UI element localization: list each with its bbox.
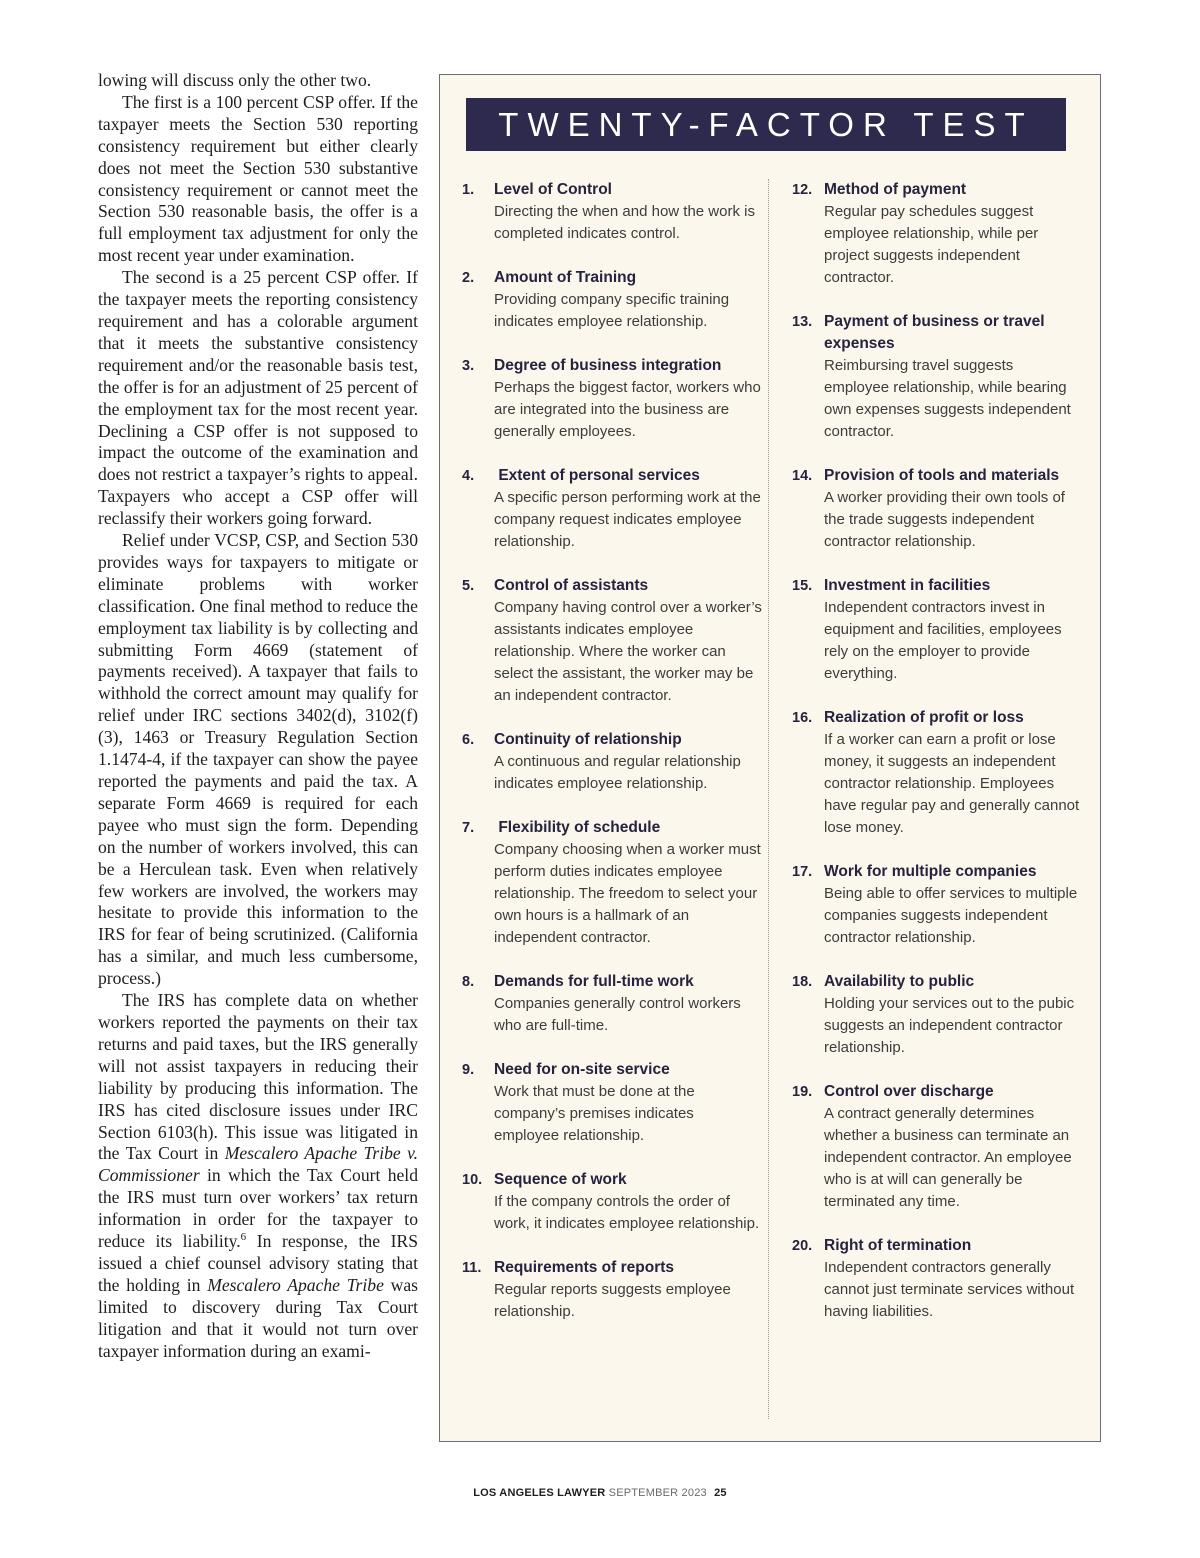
article-text: The IRS has complete data on whether workers reported the payments on their tax returns and paid taxes, but the IRS generally will not assist taxpayers in reducing their liability by producing this information. The IRS has cited disclosure issues under IRC Section 6103(h). This issue was litigated in the Tax Court in <box>98 990 418 1164</box>
issue-date: SEPTEMBER 2023 <box>608 1487 707 1499</box>
factor-number: 3. <box>462 358 475 374</box>
factor-description: A continuous and regular relationship indicates employee relationship. <box>494 753 741 792</box>
factor-description: A worker providing their own tools of the trade suggests independent contractor relationship. <box>824 489 1065 550</box>
factor-column-right <box>792 179 1082 1323</box>
factor-column-left <box>462 179 762 1323</box>
publication-name: LOS ANGELES LAWYER <box>473 1487 606 1499</box>
factor-title: Requirements of reports <box>494 1259 675 1276</box>
factor-number: 17. <box>792 864 813 880</box>
article-paragraph <box>98 990 418 1362</box>
factor-number: 11. <box>462 1260 482 1276</box>
factor-number: 6. <box>462 732 475 748</box>
factor-item <box>462 729 762 795</box>
page-number: 25 <box>714 1487 727 1499</box>
factor-title: Right of termination <box>824 1237 972 1254</box>
page-footer <box>0 1487 1200 1499</box>
factor-description: Holding your services out to the pubic suggests an independent contractor relationship. <box>824 995 1075 1056</box>
factor-description: Company choosing when a worker must perform duties indicates employee relationship. The freedom to select your own hours is a hallmark of an independent contractor. <box>494 841 761 946</box>
factor-description: Regular pay schedules suggest employee relationship, while per project suggests independent contractor. <box>824 203 1039 286</box>
factor-title: Extent of personal services <box>494 467 700 484</box>
factor-title: Degree of business integration <box>494 357 722 374</box>
factor-description: Company having control over a worker’s assistants indicates employee relationship. Where the worker can select the assistant, the worker may be an independent contractor. <box>494 599 762 704</box>
factor-number: 19. <box>792 1084 813 1100</box>
factor-number: 12. <box>792 182 813 198</box>
factor-number: 13. <box>792 314 813 330</box>
factor-title: Method of payment <box>824 181 967 198</box>
case-name: Mescalero Apache Tribe <box>207 1274 384 1295</box>
factor-item <box>792 311 1082 443</box>
factor-description: Being able to offer services to multiple companies suggests independent contractor relationship. <box>824 885 1078 946</box>
factor-item <box>792 465 1082 553</box>
article-text: In response, the IRS issued a chief counsel advisory stating that the holding in <box>98 1231 418 1295</box>
factor-title: Realization of profit or loss <box>824 709 1024 726</box>
article-paragraph: lowing will discuss only the other two. <box>98 70 372 90</box>
factor-description: Reimbursing travel suggests employee relationship, while bearing own expenses suggests independent contractor. <box>824 357 1071 440</box>
factor-description: Regular reports suggests employee relationship. <box>494 1281 731 1320</box>
factor-title: Payment of business or travel expenses <box>824 313 1049 352</box>
factor-description: Independent contractors generally cannot just terminate services without having liabilities. <box>824 1259 1075 1320</box>
factor-title: Sequence of work <box>494 1171 627 1188</box>
factor-item <box>792 179 1082 289</box>
factor-number: 5. <box>462 578 475 594</box>
case-name: Mescalero Apache Tribe v. Commissioner <box>98 1143 419 1186</box>
factor-item <box>462 1169 762 1235</box>
sidebar-box <box>439 74 1101 1442</box>
factor-item <box>792 1235 1082 1323</box>
factor-item <box>462 1059 762 1147</box>
factor-description: Providing company specific training indicates employee relationship. <box>494 291 730 330</box>
factor-number: 14. <box>792 468 813 484</box>
factor-item <box>792 707 1082 839</box>
factor-title: Control of assistants <box>494 577 649 594</box>
sidebar-title: TWENTY-FACTOR TEST <box>466 98 1066 151</box>
article-paragraph: Relief under VCSP, CSP, and Section 530 provides ways for taxpayers to mitigate or eliminate problems with worker classification. One final method to reduce the employment tax liability is by collecting and submitting Form 4669 (statement of payments received). A taxpayer that fails to withhold the correct amount may qualify for relief under IRC sections 3402(d), 3102(f)(3), 1463 or Treasury Regulation Section 1.1474-4, if the taxpayer can show the payee reported the payments and paid the tax. A separate Form 4669 is required for each payee who must sign the form. Depending on the number of workers involved, this can be a Herculean task. Even when relatively few workers are involved, the workers may hesitate to provide this information to the IRS for fear of being scrutinized. (California has a similar, and much less cumbersome, process.) <box>98 530 418 989</box>
factor-title: Control over discharge <box>824 1083 994 1100</box>
factor-item <box>792 861 1082 949</box>
factor-item <box>462 971 762 1037</box>
factor-description: If a worker can earn a profit or lose money, it suggests an independent contractor relationship. Employees have regular pay and generally cannot lose money. <box>824 731 1080 836</box>
factor-number: 9. <box>462 1062 475 1078</box>
factor-item <box>462 817 762 949</box>
factor-title: Demands for full-time work <box>494 973 694 990</box>
factor-title: Amount of Training <box>494 269 637 286</box>
article-text: was limited to discovery during Tax Court litigation and that it would not turn over taxpayer information during an exami- <box>98 1274 418 1361</box>
factor-description: A contract generally determines whether a business can terminate an independent contractor. An employee who is at will can generally be terminated any time. <box>824 1105 1072 1210</box>
factor-number: 7. <box>462 820 475 836</box>
factor-title: Flexibility of schedule <box>494 819 661 836</box>
factor-item <box>462 355 762 443</box>
factor-number: 18. <box>792 974 813 990</box>
footnote-ref[interactable]: 6 <box>240 1231 247 1244</box>
factor-description: Directing the when and how the work is completed indicates control. <box>494 203 755 242</box>
factor-title: Availability to public <box>824 973 975 990</box>
factor-description: Independent contractors invest in equipment and facilities, employees rely on the employer to provide everything. <box>824 599 1062 682</box>
factor-title: Work for multiple companies <box>824 863 1037 880</box>
article-text: in which the Tax Court held the IRS must turn over workers’ tax return information in order for the taxpayer to reduce its liability. <box>98 1165 418 1252</box>
factor-number: 20. <box>792 1238 813 1254</box>
factor-title: Provision of tools and materials <box>824 467 1060 484</box>
factor-description: Work that must be done at the company’s premises indicates employee relationship. <box>494 1083 695 1144</box>
factor-item <box>792 971 1082 1059</box>
article-paragraph: The second is a 25 percent CSP offer. If the taxpayer meets the reporting consistency requirement and has a colorable argument that it meets the substantive consistency requirement and/or the reasonable basis test, the offer is for an adjustment of 25 percent of the employment tax for the most recent year. Declining a CSP offer is not supposed to impact the outcome of the examination and does not restrict a taxpayer’s rights to appeal. Taxpayers who accept a CSP offer will reclassify their workers going forward. <box>98 267 418 529</box>
factor-number: 4. <box>462 468 475 484</box>
factor-number: 1. <box>462 182 475 198</box>
factor-item <box>792 1081 1082 1213</box>
factor-title: Investment in facilities <box>824 577 991 594</box>
factor-number: 8. <box>462 974 475 990</box>
factor-title: Continuity of relationship <box>494 731 682 748</box>
article-body <box>98 70 418 1362</box>
factor-number: 15. <box>792 578 813 594</box>
column-divider <box>768 179 769 1419</box>
factor-description: If the company controls the order of work, it indicates employee relationship. <box>494 1193 760 1232</box>
article-paragraph: The first is a 100 percent CSP offer. If the taxpayer meets the Section 530 reporting consistency requirement but either clearly does not meet the Section 530 substantive consistency requirement or cannot meet the Section 530 reasonable basis, the offer is a full employment tax adjustment for only the most recent year under examination. <box>98 91 418 266</box>
factor-title: Level of Control <box>494 181 612 198</box>
factor-number: 16. <box>792 710 813 726</box>
factor-item <box>462 465 762 553</box>
factor-item <box>792 575 1082 685</box>
factor-description: Perhaps the biggest factor, workers who are integrated into the business are generally employees. <box>494 379 761 440</box>
factor-number: 2. <box>462 270 475 286</box>
factor-item <box>462 179 762 245</box>
factor-description: Companies generally control workers who are full-time. <box>494 995 741 1034</box>
factor-number: 10. <box>462 1172 483 1188</box>
factor-title: Need for on-site service <box>494 1061 670 1078</box>
factor-item <box>462 267 762 333</box>
factor-description: A specific person performing work at the company request indicates employee relationship. <box>494 489 761 550</box>
factor-item <box>462 1257 762 1323</box>
factor-item <box>462 575 762 707</box>
